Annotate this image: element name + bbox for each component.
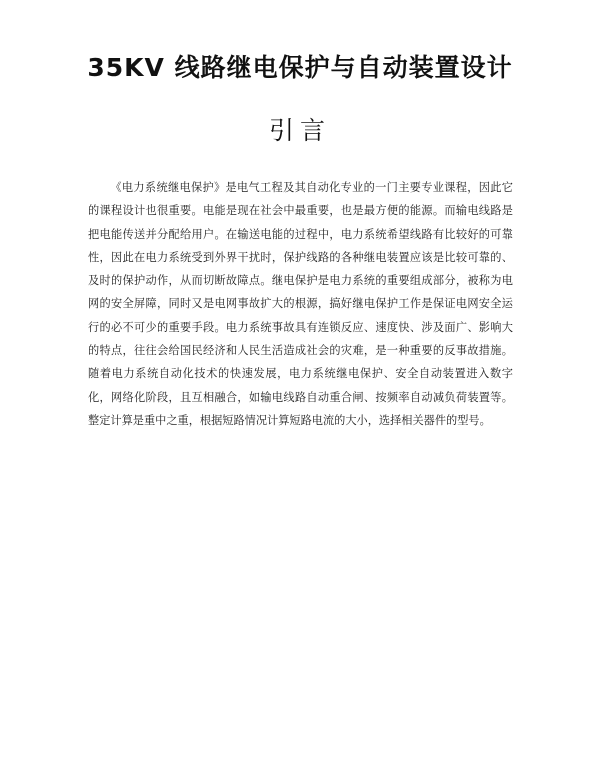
section-heading: 引言 xyxy=(268,116,331,145)
document-title: 35KV 线路继电保护与自动装置设计 xyxy=(87,53,513,82)
body-paragraph: 《电力系统继电保护》是电气工程及其自动化专业的一门主要专业课程，因此它的课程设计也很重要。电能是现在社会中最重要，也是最方便的能源。而输电线路是把电能传送并分配给用户。在输送电能的过程中，电力系统希望线路有比较好的可靠性，因此在电力系统受到外界干扰时，保护线路的各种继电装置应该是比较可靠的、及时的保护动作，从而切断故障点。继电保护是电力系统的重要组成部分，被称为电网的安全屏障，同时又是电网事故扩大的根源，搞好继电保护工作是保证电网安全运行的必不可少的重要手段。电力系统事故具有连锁反应、速度快、涉及面广、影响大的特点，往往会给国民经济和人民生活造成社会的灾难，是一种重要的反事故措施。随着电力系统自动化技术的快速发展，电力系统继电保护、安全自动装置进入数字化，网络化阶段，且互相融合，如输电线路自动重合闸、按频率自动减负荷装置等。整定计算是重中之重，根据短路情况计算短路电流的大小，选择相关器件的型号。 xyxy=(88,181,513,427)
